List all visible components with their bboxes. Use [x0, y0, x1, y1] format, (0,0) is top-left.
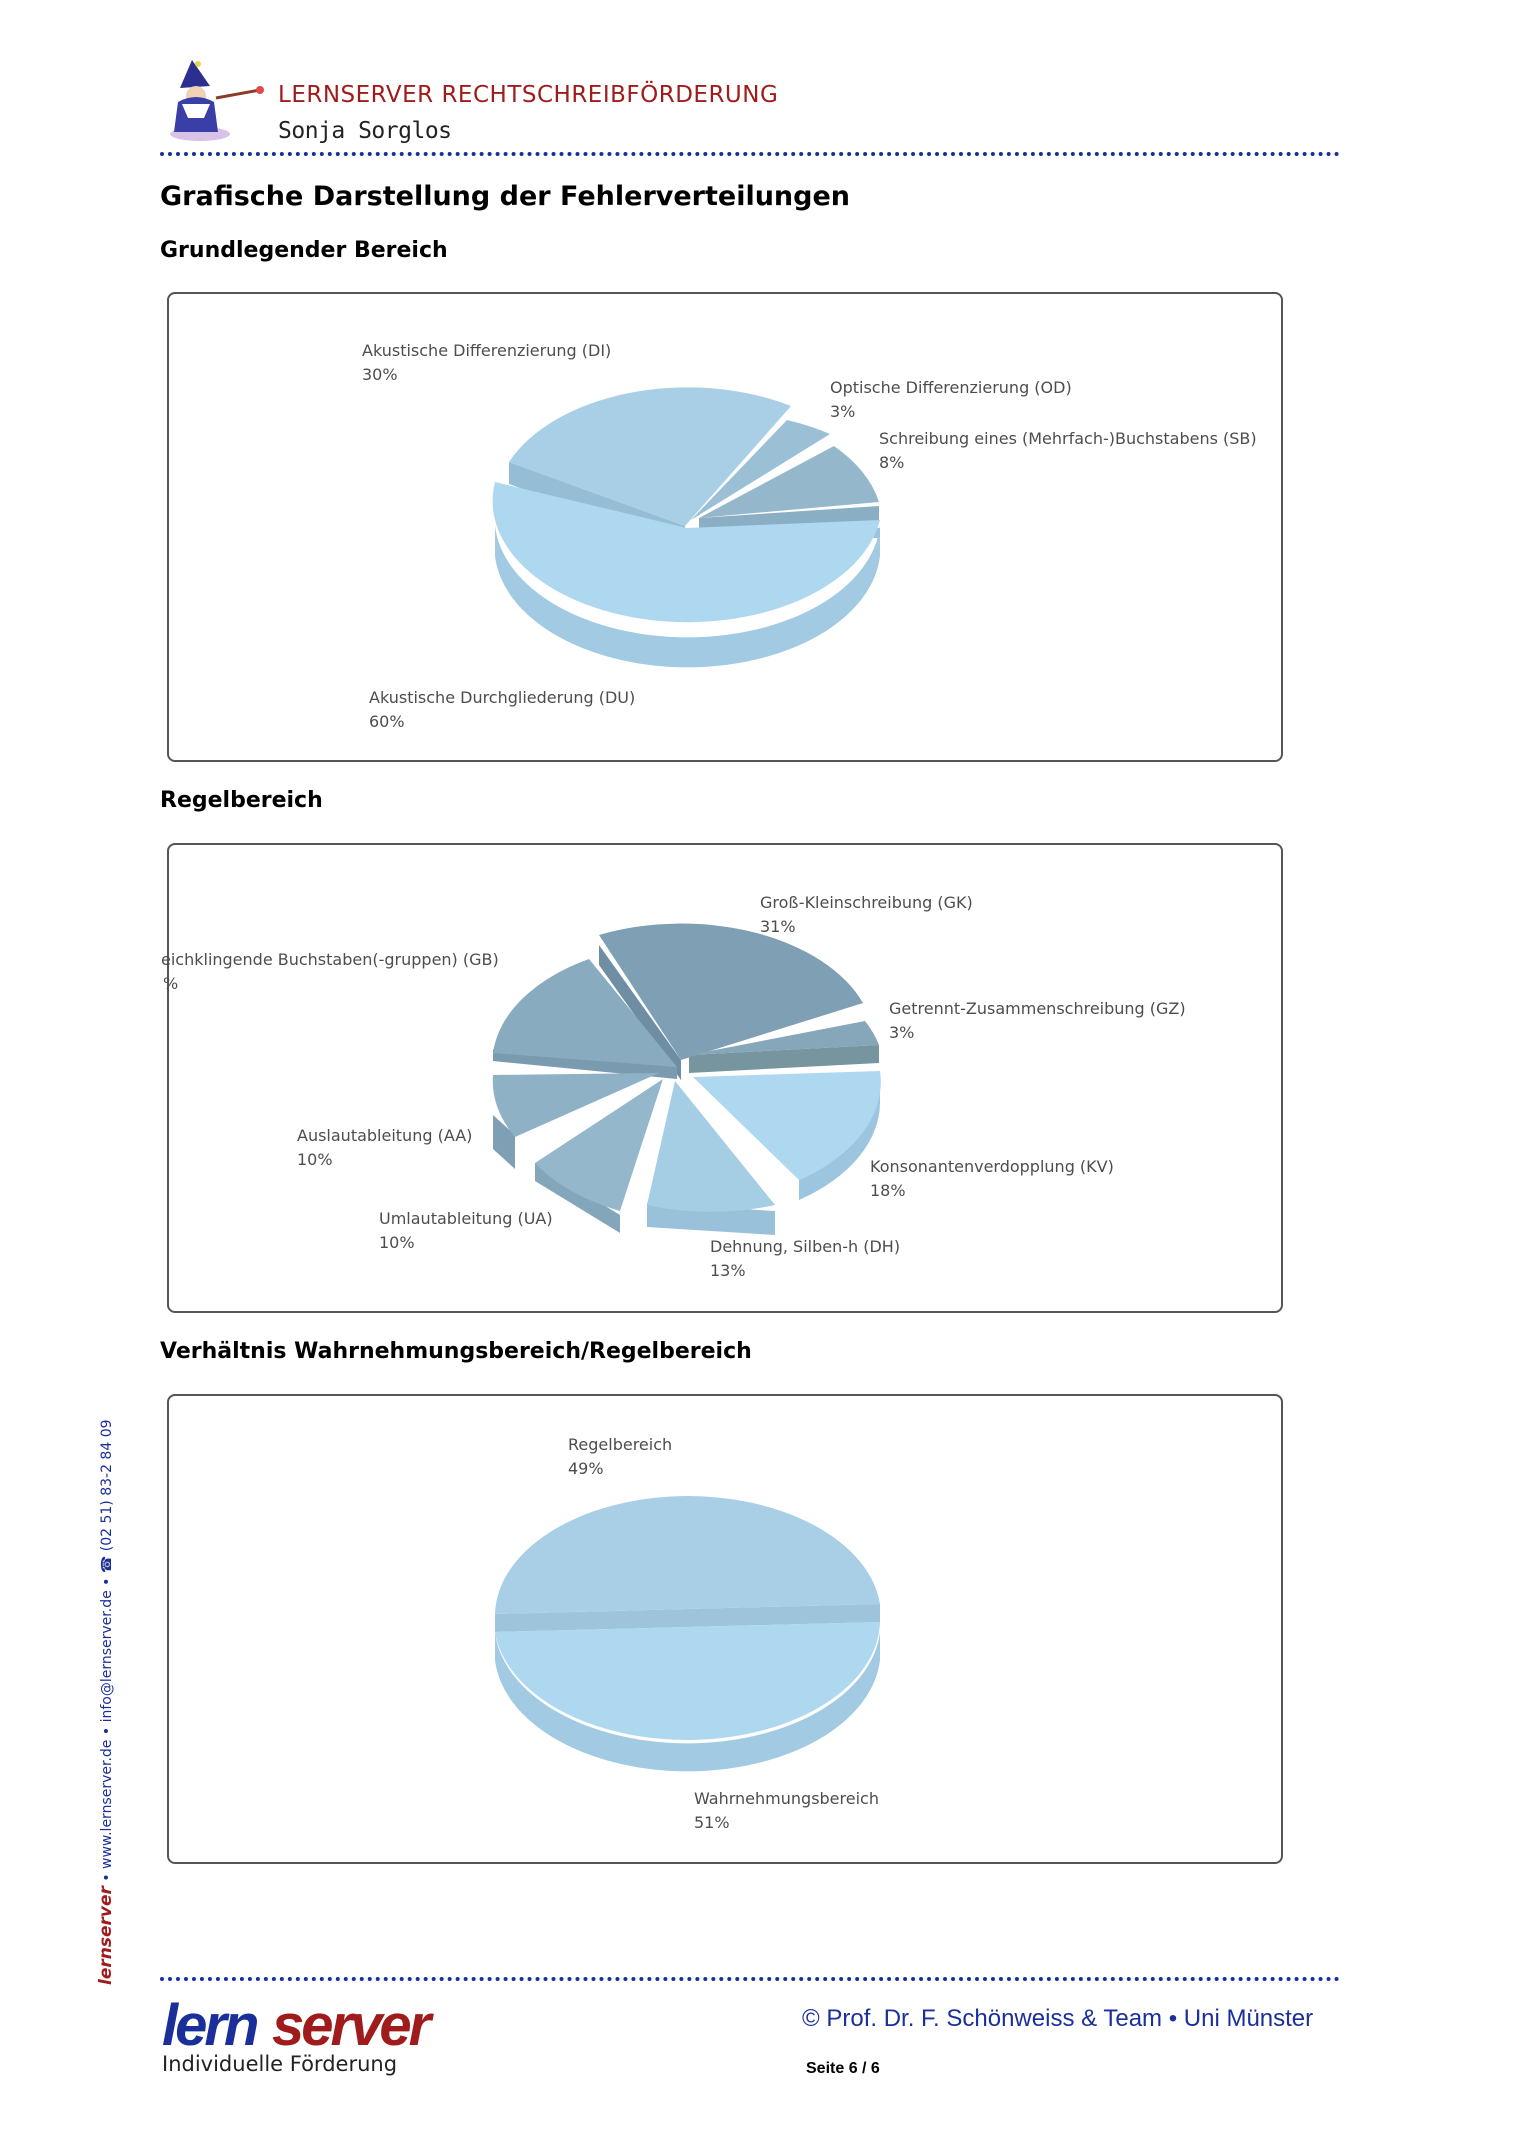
value-kv: 18% [870, 1181, 906, 1200]
chart-box-grundlegend [167, 292, 1283, 762]
label-od: Optische Differenzierung (OD) [830, 378, 1072, 397]
svg-text:server: server [272, 1993, 429, 2058]
slice-regelbereich [495, 1496, 880, 1614]
header-divider [160, 152, 1340, 156]
value-aa: 10% [297, 1150, 333, 1169]
sidebar-contact [96, 1419, 116, 1985]
chart-box-regelbereich [161, 843, 1283, 1313]
label-regelbereich: Regelbereich [568, 1435, 673, 1454]
value-ua: 10% [379, 1233, 415, 1252]
chart-box-verhaeltnis [167, 1394, 1283, 1864]
label-du: Akustische Durchgliederung (DU) [369, 688, 636, 707]
section-heading-grundlegend: Grundlegender Bereich [160, 238, 448, 263]
sidebar-contact-text: • www.lernserver.de • info@lernserver.de • ☎ (02 51) 83-2 84 09 [99, 1419, 115, 1882]
label-aa: Auslautableitung (AA) [297, 1126, 473, 1145]
label-ua: Umlautableitung (UA) [379, 1209, 553, 1228]
footer-tagline: Individuelle Förderung [162, 2052, 398, 2076]
wizard-logo-icon [160, 52, 265, 142]
student-name: Sonja Sorglos [278, 118, 452, 144]
label-sb: Schreibung eines (Mehrfach-)Buchstabens (SB) [879, 429, 1257, 448]
value-di: 30% [362, 365, 398, 384]
footer-divider [160, 1977, 1340, 1981]
page-title: Grafische Darstellung der Fehlerverteilungen [160, 181, 851, 212]
pie-chart-verhaeltnis [169, 1396, 1281, 1862]
label-dh: Dehnung, Silben-h (DH) [710, 1237, 901, 1256]
section-heading-regelbereich: Regelbereich [160, 788, 323, 813]
page-number: Seite 6 / 6 [806, 2060, 880, 2077]
value-gk: 31% [760, 917, 796, 936]
value-du: 60% [369, 712, 405, 731]
footer-copyright: © Prof. Dr. F. Schönweiss & Team • Uni Münster [802, 2005, 1314, 2032]
header-title: LERNSERVER RECHTSCHREIBFÖRDERUNG [278, 82, 779, 108]
sidebar-brand: lernserver [96, 1886, 116, 1985]
value-regelbereich: 49% [568, 1459, 604, 1478]
section-heading-verhaeltnis: Verhältnis Wahrnehmungsbereich/Regelbereich [160, 1339, 752, 1364]
value-sb: 8% [879, 453, 905, 472]
label-wahrnehmung: Wahrnehmungsbereich [694, 1789, 879, 1808]
label-di: Akustische Differenzierung (DI) [362, 341, 612, 360]
svg-text:lern: lern [162, 1993, 257, 2058]
value-wahrnehmung: 51% [694, 1813, 730, 1832]
pie-chart-regelbereich [161, 845, 1281, 1311]
lernserver-logo [160, 1993, 429, 2061]
value-od: 3% [830, 402, 856, 421]
label-gk: Groß-Kleinschreibung (GK) [760, 893, 973, 912]
label-gz: Getrennt-Zusammenschreibung (GZ) [889, 999, 1186, 1018]
label-kv: Konsonantenverdopplung (KV) [870, 1157, 1114, 1176]
value-gb: % [163, 974, 179, 993]
label-gb: eichklingende Buchstaben(-gruppen) (GB) [161, 950, 499, 969]
value-gz: 3% [889, 1023, 915, 1042]
value-dh: 13% [710, 1261, 746, 1280]
pie-chart-grundlegend [169, 294, 1281, 760]
